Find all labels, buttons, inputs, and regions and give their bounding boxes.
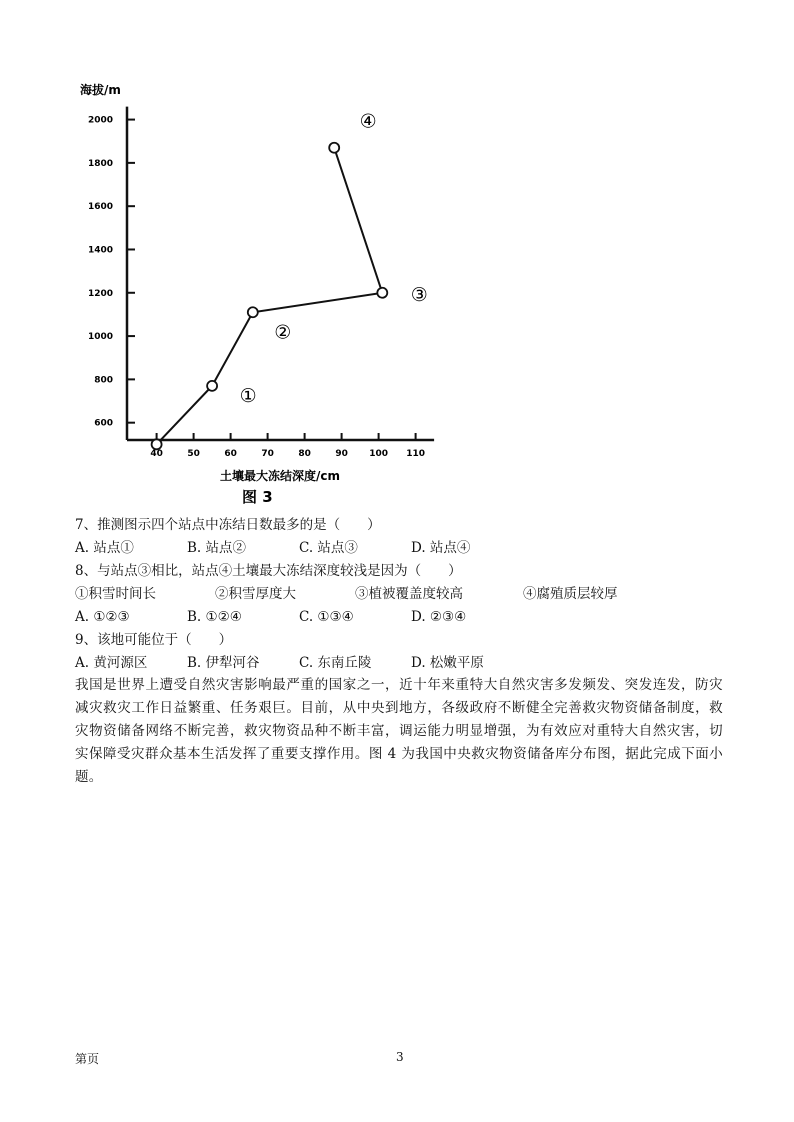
point-label: ③	[410, 283, 428, 306]
q8-statement-2: ②积雪厚度大	[215, 586, 296, 602]
q8-option-b[interactable]: B. ①②④	[187, 609, 242, 625]
y-tick-label: 1400	[87, 245, 113, 256]
question-7-options	[75, 539, 725, 557]
y-tick-label: 1200	[87, 288, 113, 299]
chart-axes	[127, 107, 434, 440]
passage-paragraph: 我国是世界上遭受自然灾害影响最严重的国家之一，近十年来重特大自然灾害多发频发、突发连发，防灾减灾救灾工作日益繁重、任务艰巨。目前，从中央到地方，各级政府不断健全完善救灾物资储备制度，救灾物资储备网络不断完善，救灾物资品种不断丰富，调运能力明显增强，为有效应对重特大自然灾害，切实保障受灾群众基本生活发挥了重要支撑作用。图 4 为我国中央救灾物资储备库分布图，据此完成下面小题。	[75, 677, 723, 785]
q7-option-c[interactable]: C. 站点③	[299, 540, 358, 556]
point-label: ①	[239, 384, 257, 407]
x-tick-label: 70	[261, 449, 274, 459]
question-9-stem: 9、该地可能位于（ ）	[75, 632, 233, 648]
point-label: ④	[359, 110, 377, 133]
q8-option-d[interactable]: D. ②③④	[411, 609, 467, 625]
data-point	[152, 439, 162, 449]
y-tick-label: 1600	[87, 202, 113, 213]
x-tick-label: 110	[406, 449, 425, 459]
data-point	[329, 143, 339, 153]
q9-option-b[interactable]: B. 伊犁河谷	[187, 655, 260, 671]
q9-option-d[interactable]: D. 松嫩平原	[411, 655, 484, 671]
q8-option-a[interactable]: A. ①②③	[75, 609, 130, 625]
y-tick-label: 800	[94, 375, 113, 386]
y-axis-label: 海拔/m	[80, 83, 121, 97]
x-axis-label: 土壤最大冻结深度/cm	[220, 469, 341, 483]
data-point	[207, 381, 217, 391]
y-tick-label: 600	[94, 418, 113, 429]
question-8-options	[75, 608, 725, 626]
q8-statement-3: ③植被覆盖度较高	[355, 586, 463, 602]
q7-option-d[interactable]: D. 站点④	[411, 540, 471, 556]
x-tick-label: 50	[187, 449, 200, 459]
q7-option-a[interactable]: A. 站点①	[75, 540, 134, 556]
y-tick-label: 1000	[87, 332, 113, 343]
data-point	[248, 307, 258, 317]
question-9-options	[75, 654, 725, 672]
footer-label: 第页	[75, 1052, 100, 1066]
q8-statement-1: ①积雪时间长	[75, 586, 156, 602]
question-8-stem: 8、与站点③相比，站点④土壤最大冻结深度较浅是因为（ ）	[75, 563, 462, 579]
page-number: 3	[396, 1050, 404, 1064]
q7-option-b[interactable]: B. 站点②	[187, 540, 247, 556]
series-line	[157, 148, 383, 445]
x-tick-label: 100	[369, 449, 388, 459]
data-point	[377, 288, 387, 298]
q9-option-c[interactable]: C. 东南丘陵	[299, 655, 372, 671]
y-tick-label: 2000	[87, 115, 113, 126]
point-label: ②	[274, 321, 292, 344]
data-points	[152, 111, 428, 450]
q8-statement-4: ④腐殖质层较厚	[523, 586, 618, 602]
y-tick-label: 1800	[87, 158, 113, 169]
x-tick-label: 40	[150, 449, 163, 459]
question-7-stem: 7、推测图示四个站点中冻结日数最多的是（ ）	[75, 517, 381, 533]
chart-ticks	[88, 116, 425, 459]
q9-option-a[interactable]: A. 黄河源区	[75, 655, 148, 671]
figure-caption: 图 3	[242, 488, 273, 506]
x-tick-label: 80	[298, 449, 311, 459]
x-tick-label: 60	[224, 449, 237, 459]
question-8-statements	[75, 585, 725, 603]
elevation-frost-depth-chart	[60, 70, 428, 510]
q8-option-c[interactable]: C. ①③④	[299, 609, 354, 625]
x-tick-label: 90	[335, 449, 348, 459]
